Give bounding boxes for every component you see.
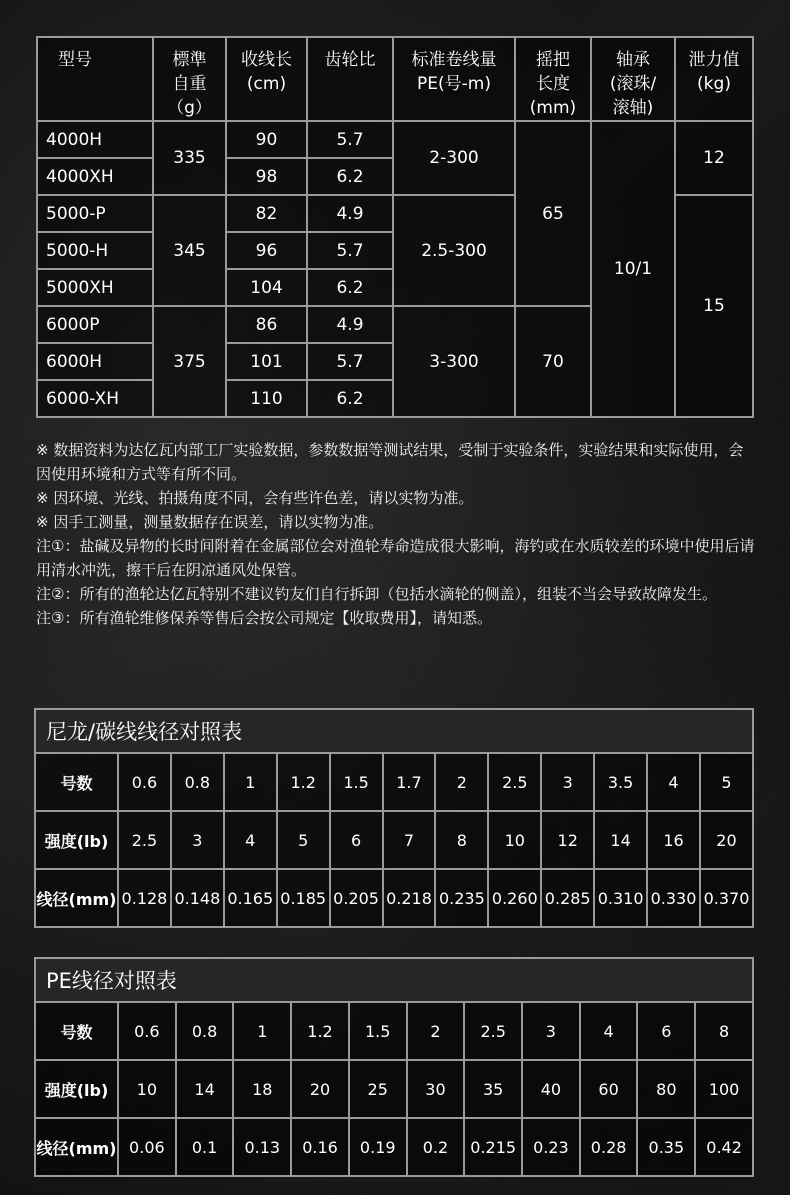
pe-diameter-cell: 0.13	[233, 1118, 291, 1176]
retrieve-cell: 96	[226, 232, 307, 269]
pe-numbers-cell: 1.5	[349, 1002, 407, 1060]
nylon-grid	[34, 752, 754, 928]
nylon-strength-cell: 8	[435, 811, 488, 869]
pe-numbers-cell: 2	[407, 1002, 465, 1060]
model-cell: 6000H	[37, 343, 153, 380]
gear-cell: 4.9	[307, 306, 393, 343]
pe-numbers-cell: 4	[580, 1002, 638, 1060]
drag-cell: 12	[675, 121, 753, 195]
nylon-strength-cell: 3	[171, 811, 224, 869]
retrieve-cell: 98	[226, 158, 307, 195]
spec-header-row	[37, 37, 753, 121]
nylon-numbers-cell: 1.2	[277, 753, 330, 811]
note-line: 注①：盐碱及异物的长时间附着在金属部位会对渔轮寿命造成很大影响，海钓或在水质较差的环境中使用后请用清水冲洗，擦干后在阴凉通风处保管。	[36, 537, 755, 579]
retrieve-cell: 110	[226, 380, 307, 417]
header-weight: 標準 自重 （g）	[153, 37, 226, 121]
pe-diameter-cell: 0.28	[580, 1118, 638, 1176]
handle-cell: 65	[515, 121, 591, 306]
header-gear: 齿轮比	[307, 37, 393, 121]
pe-number-row	[35, 1002, 753, 1060]
nylon-numbers-cell: 1.7	[383, 753, 436, 811]
pe-diameter-cell: 0.35	[637, 1118, 695, 1176]
pe-strength-row	[35, 1060, 753, 1118]
model-cell: 6000-XH	[37, 380, 153, 417]
pe-strength-cell: 14	[176, 1060, 234, 1118]
retrieve-cell: 90	[226, 121, 307, 158]
nylon-strength-cell: 14	[594, 811, 647, 869]
model-cell: 5000-H	[37, 232, 153, 269]
nylon-strength-cell: 7	[383, 811, 436, 869]
row-label: 强度(lb)	[35, 1060, 118, 1118]
nylon-strength-cell: 10	[488, 811, 541, 869]
nylon-strength-cell: 4	[224, 811, 277, 869]
pe-numbers-cell: 3	[522, 1002, 580, 1060]
nylon-diameter-cell: 0.310	[594, 869, 647, 927]
nylon-strength-cell: 2.5	[118, 811, 171, 869]
drag-cell: 15	[675, 195, 753, 417]
row-label: 线径(mm)	[35, 869, 118, 927]
capacity-cell: 3-300	[393, 306, 515, 417]
model-cell: 4000XH	[37, 158, 153, 195]
nylon-numbers-cell: 1.5	[330, 753, 383, 811]
capacity-cell: 2-300	[393, 121, 515, 195]
gear-cell: 5.7	[307, 343, 393, 380]
nylon-numbers-cell: 1	[224, 753, 277, 811]
note-line: 注②：所有的渔轮达亿瓦特别不建议钓友们自行拆卸（包括水滴轮的侧盖），组装不当会导致故障发生。	[36, 585, 717, 603]
pe-diameter-cell: 0.2	[407, 1118, 465, 1176]
pe-strength-cell: 30	[407, 1060, 465, 1118]
capacity-cell: 2.5-300	[393, 195, 515, 306]
pe-line-table	[34, 957, 754, 1177]
note-line: ※ 数据资料为达亿瓦内部工厂实验数据，参数数据等测试结果，受制于实验条件，实验结果和实际使用，会因使用环境和方式等有所不同。	[36, 441, 744, 483]
nylon-numbers-cell: 3.5	[594, 753, 647, 811]
nylon-diameter-cell: 0.205	[330, 869, 383, 927]
retrieve-cell: 86	[226, 306, 307, 343]
nylon-diameter-cell: 0.165	[224, 869, 277, 927]
nylon-numbers-cell: 4	[647, 753, 700, 811]
nylon-numbers-cell: 0.8	[171, 753, 224, 811]
note-line: 注③：所有渔轮维修保养等售后会按公司规定【收取费用】，请知悉。	[36, 609, 492, 627]
nylon-diameter-cell: 0.260	[488, 869, 541, 927]
header-drag: 泄力值 (kg)	[675, 37, 753, 121]
model-cell: 6000P	[37, 306, 153, 343]
nylon-numbers-cell: 3	[541, 753, 594, 811]
pe-strength-cell: 100	[695, 1060, 753, 1118]
row-label: 号数	[35, 1002, 118, 1060]
retrieve-cell: 82	[226, 195, 307, 232]
gear-cell: 6.2	[307, 269, 393, 306]
pe-numbers-cell: 6	[637, 1002, 695, 1060]
pe-diameter-cell: 0.23	[522, 1118, 580, 1176]
nylon-strength-row	[35, 811, 753, 869]
nylon-diameter-cell: 0.370	[700, 869, 753, 927]
pe-numbers-cell: 1.2	[291, 1002, 349, 1060]
nylon-diameter-cell: 0.235	[435, 869, 488, 927]
weight-cell: 375	[153, 306, 226, 417]
row-label: 号数	[35, 753, 118, 811]
nylon-strength-cell: 5	[277, 811, 330, 869]
weight-cell: 335	[153, 121, 226, 195]
nylon-diameter-cell: 0.128	[118, 869, 171, 927]
pe-strength-cell: 40	[522, 1060, 580, 1118]
nylon-diameter-cell: 0.285	[541, 869, 594, 927]
retrieve-cell: 104	[226, 269, 307, 306]
nylon-diameter-cell: 0.218	[383, 869, 436, 927]
nylon-diameter-cell: 0.148	[171, 869, 224, 927]
nylon-diameter-cell: 0.330	[647, 869, 700, 927]
pe-diameter-cell: 0.42	[695, 1118, 753, 1176]
note-line: ※ 因手工测量，测量数据存在误差，请以实物为准。	[36, 513, 384, 531]
gear-cell: 5.7	[307, 121, 393, 158]
nylon-strength-cell: 6	[330, 811, 383, 869]
retrieve-cell: 101	[226, 343, 307, 380]
spec-row	[37, 121, 753, 158]
weight-cell: 345	[153, 195, 226, 306]
pe-strength-cell: 20	[291, 1060, 349, 1118]
spec-table	[36, 36, 754, 418]
pe-diameter-cell: 0.1	[176, 1118, 234, 1176]
pe-strength-cell: 80	[637, 1060, 695, 1118]
pe-numbers-cell: 1	[233, 1002, 291, 1060]
pe-diameter-cell: 0.16	[291, 1118, 349, 1176]
pe-diameter-cell: 0.215	[464, 1118, 522, 1176]
nylon-table-title: 尼龙/碳线线径对照表	[34, 708, 754, 752]
pe-strength-cell: 18	[233, 1060, 291, 1118]
nylon-diameter-row	[35, 869, 753, 927]
nylon-diameter-cell: 0.185	[277, 869, 330, 927]
gear-cell: 6.2	[307, 158, 393, 195]
pe-numbers-cell: 0.6	[118, 1002, 176, 1060]
nylon-number-row	[35, 753, 753, 811]
model-cell: 4000H	[37, 121, 153, 158]
nylon-strength-cell: 16	[647, 811, 700, 869]
pe-grid	[34, 1001, 754, 1177]
pe-diameter-cell: 0.19	[349, 1118, 407, 1176]
nylon-numbers-cell: 0.6	[118, 753, 171, 811]
header-handle: 摇把 长度 (mm)	[515, 37, 591, 121]
nylon-numbers-cell: 2.5	[488, 753, 541, 811]
pe-strength-cell: 35	[464, 1060, 522, 1118]
pe-strength-cell: 60	[580, 1060, 638, 1118]
nylon-strength-cell: 20	[700, 811, 753, 869]
row-label: 强度(lb)	[35, 811, 118, 869]
pe-table-title: PE线径对照表	[34, 957, 754, 1001]
nylon-numbers-cell: 5	[700, 753, 753, 811]
header-model: 型号	[37, 37, 153, 121]
gear-cell: 4.9	[307, 195, 393, 232]
gear-cell: 5.7	[307, 232, 393, 269]
pe-numbers-cell: 8	[695, 1002, 753, 1060]
pe-numbers-cell: 0.8	[176, 1002, 234, 1060]
model-cell: 5000-P	[37, 195, 153, 232]
pe-diameter-row	[35, 1118, 753, 1176]
header-retrieve: 收线长 (cm)	[226, 37, 307, 121]
nylon-strength-cell: 12	[541, 811, 594, 869]
handle-cell: 70	[515, 306, 591, 417]
notes	[36, 438, 756, 630]
nylon-carbon-line-table	[34, 708, 754, 928]
bearing-cell: 10/1	[591, 121, 675, 417]
pe-diameter-cell: 0.06	[118, 1118, 176, 1176]
model-cell: 5000XH	[37, 269, 153, 306]
pe-strength-cell: 25	[349, 1060, 407, 1118]
row-label: 线径(mm)	[35, 1118, 118, 1176]
pe-strength-cell: 10	[118, 1060, 176, 1118]
header-bearing: 轴承 (滚珠/ 滚轴)	[591, 37, 675, 121]
pe-numbers-cell: 2.5	[464, 1002, 522, 1060]
gear-cell: 6.2	[307, 380, 393, 417]
note-line: ※ 因环境、光线、拍摄角度不同，会有些许色差，请以实物为准。	[36, 489, 474, 507]
nylon-numbers-cell: 2	[435, 753, 488, 811]
header-capacity: 标准卷线量 PE(号-m)	[393, 37, 515, 121]
